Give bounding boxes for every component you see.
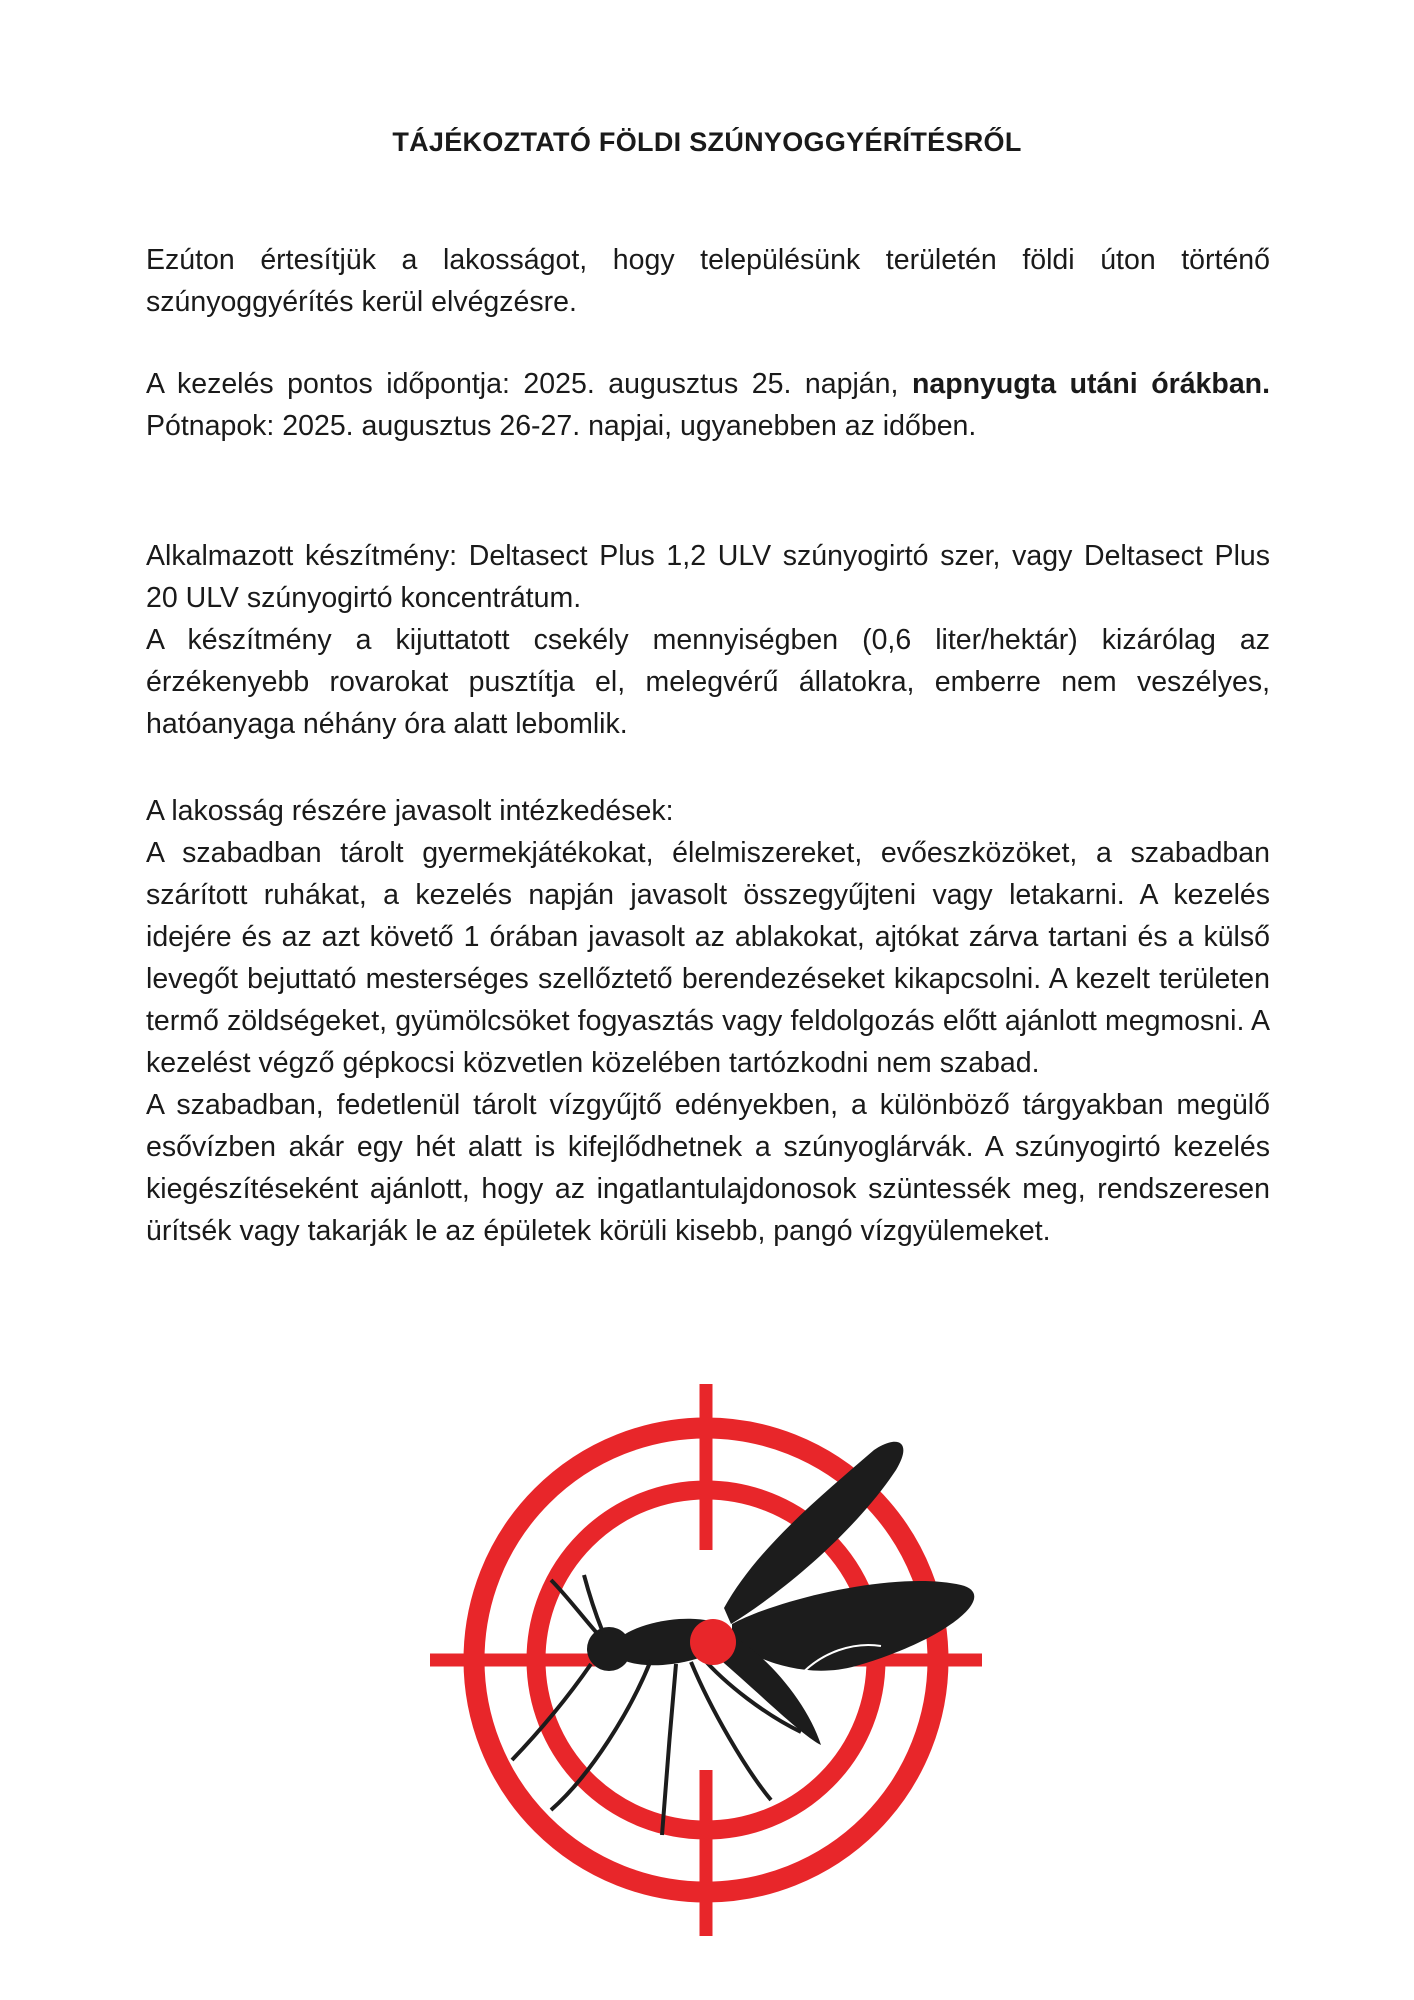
measures-heading: A lakosság részére javasolt intézkedések: xyxy=(146,795,674,827)
schedule-text-start: A kezelés pontos időpontja: 2025. augusztus 25. napján, xyxy=(146,368,912,400)
mosquito-target-icon xyxy=(426,1380,986,1940)
larvae-paragraph: A szabadban, fedetlenül tárolt vízgyűjtő edényekben, a különböző tárgyakban megülő esővízben akár egy hét alatt is kifejlődhetnek a szúnyoglárvák. A szúnyogirtó kezelés kiegészítéseként ajánlott, hogy az ingatlantulajdonosok szüntessék meg, rendszeresen ürítsék vagy takarják le az épületek körüli kisebb, pangó vízgyülemeket. xyxy=(146,1089,1270,1247)
intro-paragraph: Ezúton értesítjük a lakosságot, hogy településünk területén földi úton történő szúnyoggyérítés kerül elvégzésre. xyxy=(146,244,1270,318)
product-section xyxy=(146,535,1270,745)
page-title: TÁJÉKOZTATÓ FÖLDI SZÚNYOGGYÉRÍTÉSRŐL xyxy=(392,127,1022,157)
schedule-paragraph xyxy=(146,363,1270,447)
measures-section xyxy=(146,790,1270,1252)
product-paragraph: Alkalmazott készítmény: Deltasect Plus 1,2 ULV szúnyogirtó szer, vagy Deltasect Plus 20 ULV szúnyogirtó koncentrátum. xyxy=(146,540,1270,614)
schedule-text-end: Pótnapok: 2025. augusztus 26-27. napjai, ugyanebben az időben. xyxy=(146,410,977,442)
product-safety-paragraph: A készítmény a kijuttatott csekély mennyiségben (0,6 liter/hektár) kizárólag az érzékenyebb rovarokat pusztítja el, melegvérű állatokra, emberre nem veszélyes, hatóanyaga néhány óra alatt lebomlik. xyxy=(146,624,1270,740)
schedule-time-bold: napnyugta utáni órákban. xyxy=(911,368,1270,400)
measures-paragraph: A szabadban tárolt gyermekjátékokat, élelmiszereket, evőeszközöket, a szabadban szárított ruhákat, a kezelés napján javasolt összegyűjteni vagy letakarni. A kezelés idejére és az azt követő 1 órában javasolt az ablakokat, ajtókat zárva tartani és a külső levegőt bejuttató mesterséges szellőztető berendezéseket kikapcsolni. A kezelt területen termő zöldségeket, gyümölcsöket fogyasztás vagy feldolgozás előtt ajánlott megmosni. A kezelést végző gépkocsi közvetlen közelében tartózkodni nem szabad. xyxy=(146,837,1270,1079)
